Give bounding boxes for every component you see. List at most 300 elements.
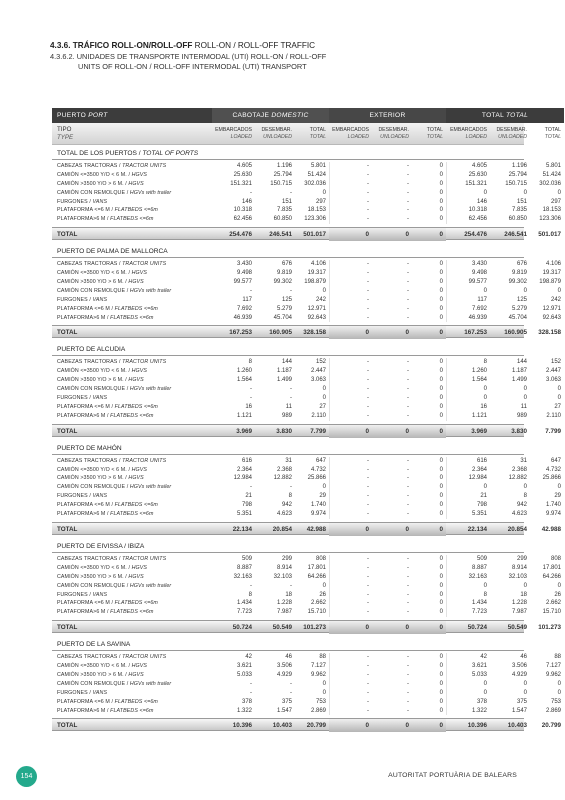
table-cell: 0 xyxy=(439,412,443,419)
table-cell: 45.704 xyxy=(273,314,292,321)
table-cell: 7.127 xyxy=(545,663,561,670)
table-cell: 4.929 xyxy=(511,671,527,678)
table-cell: - xyxy=(329,457,372,466)
table-cell: 7.692 xyxy=(446,305,490,314)
table-cell: 62.456 xyxy=(233,216,252,223)
table-cell: 0 xyxy=(439,368,443,375)
table-cell: - xyxy=(250,484,252,491)
table-cell: 11 xyxy=(520,403,527,410)
table-row xyxy=(52,278,561,287)
header-col-embarcados: EMBARCADOS LOADED xyxy=(450,127,487,140)
table-row xyxy=(52,662,561,671)
table-cell: 9.974 xyxy=(310,511,326,518)
row-label: CABEZAS TRACTORAS / TRACTOR UNITS xyxy=(57,163,167,169)
table-cell: 3.621 xyxy=(446,662,490,671)
table-cell: - xyxy=(407,287,409,294)
table-cell: 4.732 xyxy=(310,466,326,473)
table-cell: 4.623 xyxy=(276,511,292,518)
total-cell: 42.988 xyxy=(541,525,561,533)
table-cell: - xyxy=(407,564,409,571)
table-row xyxy=(52,582,561,591)
table-cell: 509 xyxy=(241,555,252,562)
table-row xyxy=(52,206,561,215)
table-cell: 0 xyxy=(439,511,443,518)
table-cell: 125 xyxy=(516,296,527,303)
table-row xyxy=(52,180,561,189)
table-cell: - xyxy=(329,707,372,716)
table-row xyxy=(52,358,561,367)
row-label: PLATAFORMA>6 M / FLATBEDS <=6m xyxy=(57,609,154,616)
table-cell: - xyxy=(407,457,409,464)
table-cell: - xyxy=(407,698,409,705)
table-cell: 51.424 xyxy=(307,171,326,178)
table-cell: - xyxy=(329,287,372,296)
table-row xyxy=(52,394,561,403)
total-cell: 160.905 xyxy=(504,329,527,337)
total-cell: 20.799 xyxy=(306,722,326,730)
total-cell: 0 xyxy=(412,228,446,241)
title-light: ROLL-ON / ROLL-OFF TRAFFIC xyxy=(194,41,316,50)
table-cell: - xyxy=(407,663,409,670)
table-cell: 18.153 xyxy=(542,207,561,214)
table-cell: 198.879 xyxy=(539,279,561,286)
table-cell: - xyxy=(407,466,409,473)
table-cell: 17.801 xyxy=(307,564,326,571)
row-label: PLATAFORMA <=6 M / FLATBEDS <=6m xyxy=(57,502,158,509)
table-cell: 5.351 xyxy=(236,511,252,518)
table-cell: 0 xyxy=(439,377,443,384)
table-cell: 4.623 xyxy=(511,511,527,518)
total-label: TOTAL xyxy=(57,231,78,239)
table-cell: 5.801 xyxy=(310,163,326,169)
table-cell: 25.866 xyxy=(307,475,326,482)
table-cell: 8.887 xyxy=(236,564,252,571)
table-cell: - xyxy=(407,189,409,196)
table-cell: - xyxy=(290,680,292,687)
table-cell: 151 xyxy=(281,198,292,205)
table-cell: 0 xyxy=(446,483,490,492)
table-cell: 0 xyxy=(523,395,527,402)
table-cell: 92.643 xyxy=(542,314,561,321)
table-row xyxy=(52,555,561,564)
table-cell: 146 xyxy=(241,198,252,205)
section-rows xyxy=(52,455,561,522)
total-cell: 246.541 xyxy=(269,231,292,239)
table-cell: 16 xyxy=(446,403,490,412)
row-label: CAMIÓN >3500 Y/O > 6 M. / HGVS xyxy=(57,671,144,678)
section-title xyxy=(50,40,530,51)
row-label: CABEZAS TRACTORAS / TRACTOR UNITS xyxy=(57,359,167,366)
table-cell: 2.368 xyxy=(276,466,292,473)
table-cell: 7.987 xyxy=(511,609,527,616)
table-cell: 0 xyxy=(439,582,443,589)
table-cell: 0 xyxy=(439,395,443,402)
row-label: PLATAFORMA>6 M / FLATBEDS <=6m xyxy=(57,314,154,321)
table-cell: 152 xyxy=(315,359,326,366)
table-cell: - xyxy=(290,189,292,196)
table-cell: 27 xyxy=(554,403,561,410)
table-cell: 1.499 xyxy=(276,377,292,384)
table-cell: 2.368 xyxy=(511,466,527,473)
table-cell: - xyxy=(407,198,409,205)
table-cell: 0 xyxy=(439,502,443,509)
table-cell: - xyxy=(407,475,409,482)
table-cell: 2.364 xyxy=(236,466,252,473)
row-label: FURGONES / VANS xyxy=(57,591,108,598)
port-section xyxy=(52,540,561,633)
table-cell: 1.121 xyxy=(446,412,490,421)
total-cell: 50.724 xyxy=(232,624,252,632)
table-cell: 2.662 xyxy=(310,600,326,607)
table-row xyxy=(52,680,561,689)
table-cell: 1.499 xyxy=(511,377,527,384)
table-cell: 1.322 xyxy=(236,707,252,714)
table-cell: 242 xyxy=(315,296,326,303)
table-cell: 18 xyxy=(285,591,292,598)
table-cell: 7.692 xyxy=(236,305,252,312)
table-cell: 0 xyxy=(446,385,490,394)
table-cell: - xyxy=(407,680,409,687)
table-cell: 7.723 xyxy=(446,608,490,617)
total-cell: 0 xyxy=(412,719,446,732)
row-label: CAMIÓN <=3500 Y/O < 6 M. / HGVS xyxy=(57,270,148,277)
total-label: TOTAL xyxy=(57,525,78,533)
table-cell: 5.801 xyxy=(545,163,561,169)
total-cell: 101.273 xyxy=(538,624,561,632)
table-cell: 46.939 xyxy=(233,314,252,321)
table-row xyxy=(52,573,561,582)
total-cell: 20.854 xyxy=(507,525,527,533)
table-cell: - xyxy=(329,305,372,314)
table-row xyxy=(52,287,561,296)
table-cell: 0 xyxy=(439,654,443,661)
table-cell: 4.605 xyxy=(446,162,490,171)
table-cell: 198.879 xyxy=(304,279,326,286)
row-label: PLATAFORMA <=6 M / FLATBEDS <=6m xyxy=(57,403,158,410)
section-heading: PUERTO DE ALCUDIA xyxy=(52,343,524,356)
total-cell: 246.541 xyxy=(504,231,527,239)
table-cell: - xyxy=(407,511,409,518)
port-section xyxy=(52,343,561,436)
table-cell: 9.819 xyxy=(511,270,527,277)
total-cell: 50.549 xyxy=(272,624,292,632)
table-cell: - xyxy=(329,564,372,573)
table-cell: 150.715 xyxy=(505,180,527,187)
table-cell: 8 xyxy=(446,591,490,600)
table-cell: 3.506 xyxy=(511,663,527,670)
table-cell: 9.819 xyxy=(276,270,292,277)
table-cell: - xyxy=(329,573,372,582)
table-cell: - xyxy=(407,261,409,268)
table-cell: 375 xyxy=(516,698,527,705)
row-label: FURGONES / VANS xyxy=(57,296,108,303)
table-cell: 0 xyxy=(446,394,490,403)
table-cell: - xyxy=(329,162,372,171)
table-cell: 299 xyxy=(281,555,292,562)
table-cell: 808 xyxy=(315,555,326,562)
table-cell: 0 xyxy=(439,163,443,169)
table-cell: 2.447 xyxy=(545,368,561,375)
total-row xyxy=(52,325,561,338)
table-cell: 152 xyxy=(550,359,561,366)
table-cell: - xyxy=(329,662,372,671)
table-cell: - xyxy=(250,689,252,696)
table-cell: 0 xyxy=(439,198,443,205)
table-cell: 19.317 xyxy=(542,270,561,277)
table-cell: - xyxy=(407,403,409,410)
section-heading: PUERTO DE EIVISSA / IBIZA xyxy=(52,540,524,553)
table-cell: 0 xyxy=(439,287,443,294)
table-cell: 7.835 xyxy=(276,207,292,214)
table-cell: 0 xyxy=(557,680,561,687)
table-cell: - xyxy=(250,386,252,393)
header-col-desembar: DESEMBAR. UNLOADED xyxy=(261,127,292,140)
table-cell: - xyxy=(329,260,372,269)
table-cell: 99.302 xyxy=(508,279,527,286)
table-cell: 19.317 xyxy=(307,270,326,277)
table-row xyxy=(52,412,561,421)
row-label: FURGONES / VANS xyxy=(57,689,108,696)
row-label: CAMIÓN CON REMOLQUE / HGVs with trailer xyxy=(57,484,172,491)
row-label: CAMIÓN <=3500 Y/O < 6 M. / HGVS xyxy=(57,466,148,473)
total-cell: 7.799 xyxy=(545,427,561,435)
table-cell: 0 xyxy=(322,386,326,393)
row-label: CAMIÓN <=3500 Y/O < 6 M. / HGVS xyxy=(57,171,148,178)
table-cell: 8 xyxy=(248,591,252,598)
table-cell: 7.987 xyxy=(276,609,292,616)
table-cell: 0 xyxy=(523,484,527,491)
total-cell: 3.969 xyxy=(471,427,487,435)
table-cell: 1.434 xyxy=(236,600,252,607)
table-cell: 9.962 xyxy=(545,671,561,678)
table-row xyxy=(52,189,561,198)
table-cell: 5.351 xyxy=(446,510,490,519)
table-cell: 2.869 xyxy=(310,707,326,714)
table-cell: 1.196 xyxy=(511,163,527,169)
table-cell: 15.710 xyxy=(307,609,326,616)
table-cell: - xyxy=(407,484,409,491)
table-cell: 0 xyxy=(439,591,443,598)
table-cell: - xyxy=(329,189,372,198)
total-cell: 0 xyxy=(372,326,412,339)
row-label: PLATAFORMA>6 M / FLATBEDS <=6m xyxy=(57,412,154,419)
table-row xyxy=(52,501,561,510)
table-cell: 11 xyxy=(285,403,292,410)
table-row xyxy=(52,483,561,492)
table-cell: 1.187 xyxy=(511,368,527,375)
table-cell: 3.063 xyxy=(310,377,326,384)
table-cell: 0 xyxy=(322,287,326,294)
row-label: CAMIÓN CON REMOLQUE / HGVs with trailer xyxy=(57,189,172,196)
table-cell: - xyxy=(407,180,409,187)
table-cell: - xyxy=(329,314,372,323)
table-cell: 144 xyxy=(281,359,292,366)
table-cell: 12.882 xyxy=(273,475,292,482)
table-cell: 0 xyxy=(439,171,443,178)
table-cell: 16 xyxy=(245,403,252,410)
table-cell: - xyxy=(329,358,372,367)
port-section xyxy=(52,245,561,338)
table-cell: - xyxy=(329,385,372,394)
table-cell: 1.740 xyxy=(545,502,561,509)
table-cell: 15.710 xyxy=(542,609,561,616)
row-label: CAMIÓN <=3500 Y/O < 6 M. / HGVS xyxy=(57,368,148,375)
table-cell: 46 xyxy=(285,654,292,661)
table-cell: 9.974 xyxy=(545,511,561,518)
table-cell: 1.547 xyxy=(511,707,527,714)
row-label: FURGONES / VANS xyxy=(57,198,108,205)
table-cell: 0 xyxy=(439,671,443,678)
table-cell: 60.850 xyxy=(273,216,292,223)
table-cell: - xyxy=(407,386,409,393)
table-cell: 0 xyxy=(523,189,527,196)
total-cell: 0 xyxy=(329,621,372,634)
table-cell: 0 xyxy=(439,189,443,196)
table-cell: - xyxy=(329,680,372,689)
row-label: CAMIÓN <=3500 Y/O < 6 M. / HGVS xyxy=(57,564,148,571)
total-cell: 42.988 xyxy=(306,525,326,533)
table-cell: 2.662 xyxy=(545,600,561,607)
section-rows xyxy=(52,356,561,423)
section-heading: PUERTO DE PALMA DE MALLORCA xyxy=(52,245,524,258)
table-cell: 0 xyxy=(439,689,443,696)
table-cell: 0 xyxy=(439,305,443,312)
total-cell: 20.854 xyxy=(272,525,292,533)
table-cell: 29 xyxy=(319,493,326,500)
table-cell: 0 xyxy=(439,493,443,500)
table-header-sub xyxy=(52,123,561,145)
table-cell: 1.228 xyxy=(276,600,292,607)
row-label: PLATAFORMA>6 M / FLATBEDS <=6m xyxy=(57,707,154,714)
table-cell: 1.322 xyxy=(446,707,490,716)
table-cell: 7.835 xyxy=(511,207,527,214)
table-cell: 676 xyxy=(516,261,527,268)
table-cell: 0 xyxy=(439,279,443,286)
total-cell: 22.134 xyxy=(232,525,252,533)
table-cell: 8.914 xyxy=(511,564,527,571)
table-cell: - xyxy=(329,403,372,412)
table-cell: - xyxy=(407,609,409,616)
total-row xyxy=(52,424,561,437)
table-cell: - xyxy=(329,510,372,519)
table-cell: 676 xyxy=(281,261,292,268)
table-row xyxy=(52,260,561,269)
table-cell: 32.163 xyxy=(233,573,252,580)
table-cell: 942 xyxy=(516,502,527,509)
row-label: CAMIÓN CON REMOLQUE / HGVs with trailer xyxy=(57,582,172,589)
table-cell: 42 xyxy=(245,654,252,661)
table-cell: 753 xyxy=(550,698,561,705)
total-cell: 0 xyxy=(372,621,412,634)
table-cell: - xyxy=(250,395,252,402)
total-label: TOTAL xyxy=(57,624,78,632)
table-cell: 45.704 xyxy=(508,314,527,321)
table-cell: 64.266 xyxy=(307,573,326,580)
row-label: FURGONES / VANS xyxy=(57,395,108,402)
table-cell: 7.723 xyxy=(236,609,252,616)
table-cell: 1.564 xyxy=(446,376,490,385)
table-cell: - xyxy=(290,484,292,491)
table-cell: 1.434 xyxy=(446,599,490,608)
table-row xyxy=(52,474,561,483)
table-cell: 151.321 xyxy=(230,180,252,187)
table-cell: 2.364 xyxy=(446,466,490,475)
table-cell: - xyxy=(329,198,372,207)
total-cell: 3.830 xyxy=(276,427,292,435)
total-cell: 0 xyxy=(329,719,372,732)
table-cell: - xyxy=(329,591,372,600)
table-cell: 0 xyxy=(439,270,443,277)
table-row xyxy=(52,689,561,698)
table-cell: 4.732 xyxy=(545,466,561,473)
table-row xyxy=(52,198,561,207)
table-cell: - xyxy=(290,287,292,294)
table-cell: 616 xyxy=(446,457,490,466)
table-row xyxy=(52,599,561,608)
table-cell: 25.630 xyxy=(233,171,252,178)
section-rows xyxy=(52,258,561,325)
table-cell: 26 xyxy=(319,591,326,598)
table-cell: 29 xyxy=(554,493,561,500)
table-cell: 144 xyxy=(516,359,527,366)
section-number: 4.3.6. xyxy=(50,41,71,50)
table-cell: 3.430 xyxy=(446,260,490,269)
table-cell: - xyxy=(329,698,372,707)
table-cell: 242 xyxy=(550,296,561,303)
table-cell: - xyxy=(250,680,252,687)
table-cell: 0 xyxy=(557,386,561,393)
row-label: PLATAFORMA <=6 M / FLATBEDS <=6m xyxy=(57,207,158,214)
table-cell: 989 xyxy=(516,412,527,419)
table-cell: 0 xyxy=(439,707,443,714)
table-row xyxy=(52,305,561,314)
table-cell: 647 xyxy=(550,457,561,464)
total-cell: 501.017 xyxy=(538,231,561,239)
table-cell: 5.279 xyxy=(276,305,292,312)
table-cell: 0 xyxy=(439,484,443,491)
table-cell: 989 xyxy=(281,412,292,419)
row-label: PLATAFORMA <=6 M / FLATBEDS <=6m xyxy=(57,600,158,607)
total-cell: 20.799 xyxy=(541,722,561,730)
table-cell: 2.869 xyxy=(545,707,561,714)
total-cell: 0 xyxy=(372,425,412,438)
table-cell: 18 xyxy=(520,591,527,598)
table-cell: 0 xyxy=(557,189,561,196)
total-cell: 0 xyxy=(412,621,446,634)
table-cell: 0 xyxy=(439,609,443,616)
total-cell: 0 xyxy=(412,523,446,536)
table-cell: - xyxy=(407,377,409,384)
section-rows xyxy=(52,553,561,620)
table-cell: - xyxy=(407,216,409,223)
table-cell: 9.498 xyxy=(446,269,490,278)
table-cell: 808 xyxy=(550,555,561,562)
table-row xyxy=(52,707,561,716)
total-cell: 0 xyxy=(329,425,372,438)
page-heading xyxy=(50,40,530,72)
table-cell: 8 xyxy=(446,358,490,367)
table-cell: - xyxy=(329,582,372,591)
table-cell: 12.984 xyxy=(233,475,252,482)
total-row xyxy=(52,522,561,535)
table-cell: - xyxy=(407,279,409,286)
table-cell: 123.306 xyxy=(304,216,326,223)
table-row xyxy=(52,608,561,617)
header-cabotaje: CABOTAJE DOMESTIC xyxy=(212,108,329,123)
header-col-total_col: TOTAL TOTAL xyxy=(309,127,326,140)
port-section xyxy=(52,638,561,731)
table-cell: 0 xyxy=(439,207,443,214)
